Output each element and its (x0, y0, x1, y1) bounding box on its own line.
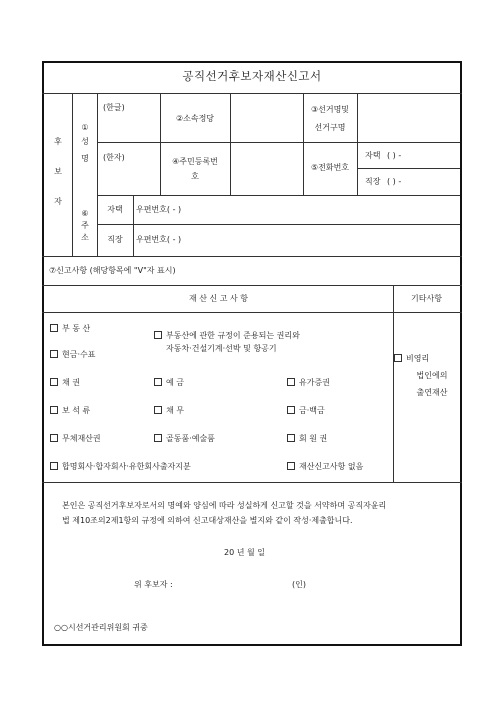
checkbox[interactable] (50, 324, 58, 332)
pledge-text: 본인은 공직선거후보자로서의 명예와 양심에 따라 성실하게 신고할 것을 서약하며 공직자윤리 (62, 501, 387, 510)
checkbox[interactable] (154, 331, 162, 339)
rule (97, 93, 98, 256)
checkbox[interactable] (287, 406, 295, 414)
option-deposits[interactable]: 예 금 (154, 378, 184, 388)
checkbox[interactable] (50, 350, 58, 358)
phone-label: ⑤전화번호 (310, 163, 350, 172)
frame-left (42, 61, 44, 646)
id-number-label: ④주민등록번 (172, 157, 218, 166)
rule (97, 142, 460, 143)
option-gold[interactable]: 금·백금 (287, 406, 325, 416)
signer-label: 위 후보자 : (134, 580, 173, 589)
option-nonprofit-line: 출연재산 (416, 388, 448, 397)
phone-home-label: 자택 (365, 151, 381, 160)
address-label: 소 (81, 233, 89, 242)
name-korean-label: (한글) (103, 103, 125, 112)
assets-header: 재 산 신 고 사 항 (188, 294, 249, 303)
option-equity[interactable]: 합명회사·합자회사·유한회사출자지분 (50, 462, 191, 472)
option-real-estate[interactable]: 부 동 산 (50, 324, 90, 334)
pledge-text: 법 제10조의2제1항의 규정에 의하여 신고대상재산을 별지와 같이 작성·제출합니다. (62, 516, 353, 525)
phone-work-value: ( ) - (387, 177, 402, 186)
checkbox[interactable] (154, 406, 162, 414)
checkbox[interactable] (287, 434, 295, 442)
rule (97, 224, 460, 225)
id-number-label: 호 (191, 172, 199, 181)
name-number: ① (81, 123, 89, 132)
form-title: 공직선거후보자재산신고서 (182, 69, 322, 83)
rule (72, 93, 73, 256)
rule (393, 285, 394, 482)
party-label: ②소속정당 (175, 114, 215, 123)
election-label: ③선거명및 (310, 105, 350, 114)
option-debts[interactable]: 채 무 (154, 406, 184, 416)
frame-right (460, 61, 462, 646)
option-none[interactable]: 재산신고사항 없음 (287, 462, 363, 472)
frame-bottom (42, 644, 462, 646)
rule (42, 285, 462, 286)
report-items-label: ⑦신고사항 (해당항목에 "V"자 표시) (49, 266, 176, 275)
address-work-value: 우편번호( - ) (136, 235, 182, 244)
option-antiques[interactable]: 골동품·예술품 (154, 434, 215, 444)
checkbox[interactable] (394, 354, 402, 362)
option-membership[interactable]: 회 원 권 (287, 434, 327, 444)
checkbox[interactable] (287, 378, 295, 386)
address-home-value: 우편번호( - ) (136, 205, 182, 214)
checkbox[interactable] (50, 378, 58, 386)
option-securities[interactable]: 유가증권 (287, 378, 330, 388)
name-label: 성 (81, 137, 89, 146)
address-number: ⑥ (81, 209, 89, 218)
option-quasi-real-estate[interactable]: 부동산에 관한 규정이 준용되는 권리와 자동차·건설기계·선박 및 항공기 (154, 329, 300, 355)
candidate-label: 보 (54, 167, 62, 176)
option-intangible[interactable]: 무체재산권 (50, 434, 101, 444)
election-label: 선거구명 (314, 123, 346, 132)
rule (230, 93, 231, 195)
recipient: ○○시선거관리위원회 귀중 (54, 623, 148, 632)
rule (42, 312, 462, 313)
rule (42, 482, 462, 483)
address-label: 주 (81, 221, 89, 230)
candidate-label: 자 (54, 197, 62, 206)
option-nonprofit-line: 법인에의 (416, 371, 448, 380)
phone-home-value: ( ) - (387, 151, 402, 160)
option-jewelry[interactable]: 보 석 류 (50, 406, 90, 416)
rule (42, 256, 462, 257)
seal-mark: (인) (292, 580, 306, 589)
phone-work-label: 직장 (365, 177, 381, 186)
address-work-label: 직장 (107, 235, 123, 244)
other-header: 기타사항 (411, 294, 442, 303)
checkbox[interactable] (50, 462, 58, 470)
rule (133, 195, 134, 256)
rule (97, 195, 460, 196)
checkbox[interactable] (50, 406, 58, 414)
name-hanja-label: (한자) (103, 153, 125, 162)
rule (357, 93, 358, 195)
option-bonds[interactable]: 채 권 (50, 378, 80, 388)
date-line: 20 년 월 일 (224, 548, 265, 557)
checkbox[interactable] (287, 462, 295, 470)
frame-top (42, 61, 462, 63)
rule (357, 168, 460, 169)
rule (42, 93, 462, 94)
option-cash[interactable]: 현금·수표 (50, 350, 95, 360)
checkbox[interactable] (154, 434, 162, 442)
candidate-label: 후 (54, 137, 62, 146)
checkbox[interactable] (154, 378, 162, 386)
checkbox[interactable] (50, 434, 58, 442)
name-label: 명 (81, 154, 89, 163)
address-home-label: 자택 (107, 205, 123, 214)
option-nonprofit[interactable]: 비영리 (394, 354, 429, 364)
